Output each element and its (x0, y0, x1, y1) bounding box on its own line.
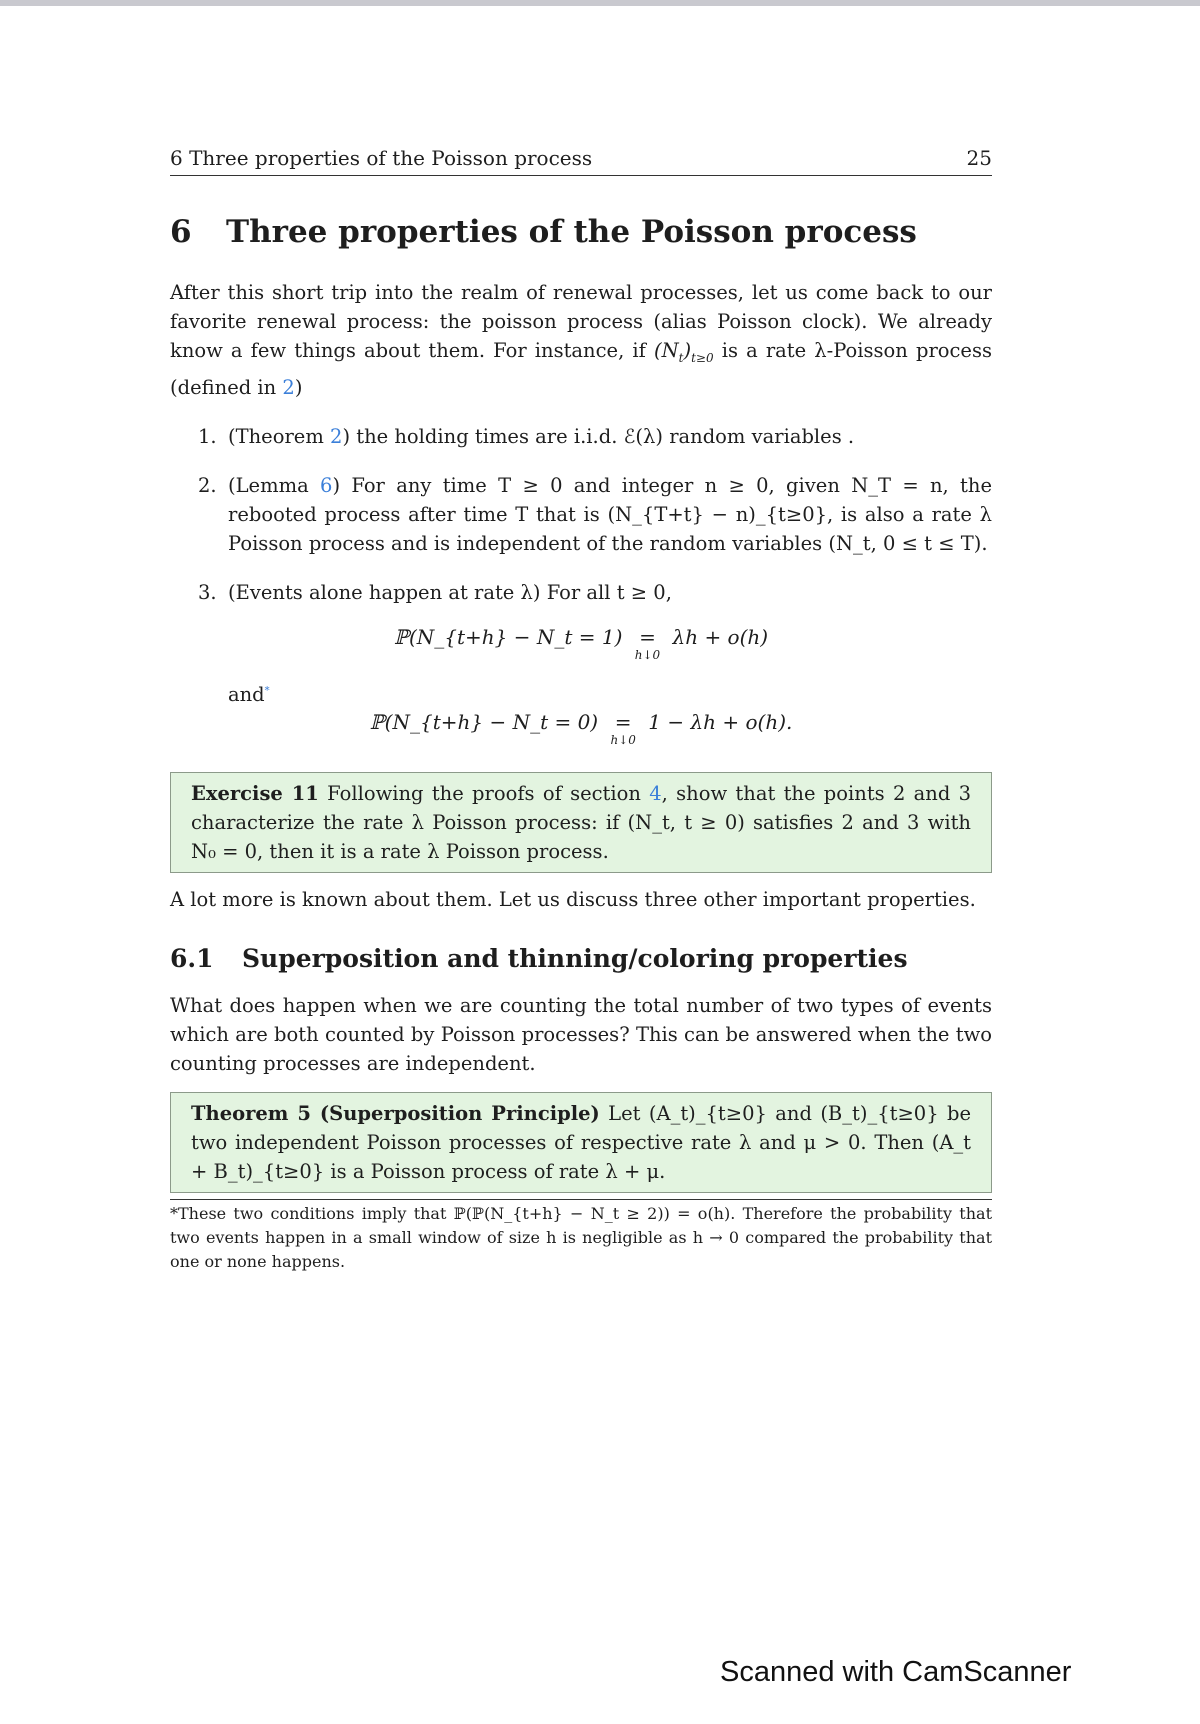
list-item-number: 3. (198, 580, 217, 604)
ref-link-section[interactable]: 4 (649, 781, 662, 805)
running-header (170, 146, 992, 176)
theorem-text: Let (A_t)_{t≥0} and (B_t)_{t≥0} be two independent Poisson processes of respective rate λ and μ > 0. Then (A_t + B_t)_{t≥0} is a Poisson process of rate λ + μ. (191, 1101, 971, 1183)
list-item (170, 422, 992, 451)
exercise-box (170, 772, 992, 873)
and-connector: and* (228, 682, 270, 706)
properties-list (170, 422, 992, 607)
intro-text-1: After this short trip into the realm of renewal processes, let us come back to our favorite renewal process: the poisson process (alias Poisson clock). We already know a few things about them. For instance, if (170, 281, 992, 362)
equation-2-left: ℙ(N_{t+h} − N_t = 0) (369, 709, 599, 734)
list-item-text: (Theorem (228, 424, 331, 448)
subsection-title: Superposition and thinning/coloring properties (242, 943, 908, 973)
equation-1-right: λh + o(h) (672, 624, 769, 649)
intro-math: $(N_t)_{t\ge 0}$ (653, 339, 714, 365)
equation-2 (170, 710, 992, 746)
ref-link-theorem[interactable]: 2 (330, 424, 343, 448)
exercise-text: Following the proofs of section (318, 781, 650, 805)
watermark-text: Scanned with CamScanner (720, 1656, 1072, 1688)
top-border (0, 0, 1200, 6)
page-number: 25 (966, 146, 992, 170)
ref-link-definition[interactable]: 2 (282, 375, 295, 399)
equation-2-right: 1 − λh + o(h). (648, 709, 793, 734)
intro-paragraph (170, 278, 992, 402)
equation-1-left: ℙ(N_{t+h} − N_t = 1) (393, 624, 623, 649)
list-item-text: ) For any time T ≥ 0 and integer n ≥ 0, given N_T = n, the rebooted process after time T that is (N_{T+t} − n)_{t≥0}, is also a rate λ Poisson process and is independent of the random variables (N_t, 0 ≤ t ≤ T). (228, 473, 992, 555)
exercise-text: , show that the points 2 and 3 characterize the rate λ Poisson process: if (N_t, t ≥ 0) satisfies 2 and 3 with N₀ = 0, then it is a rate λ Poisson process. (191, 781, 972, 863)
limit-subscript: h↓0 (634, 647, 661, 662)
list-item-number: 1. (198, 424, 217, 448)
list-item-text: (Events alone happen at rate λ) For all t ≥ 0, (228, 580, 672, 604)
equals-sign: = (614, 709, 632, 734)
list-item (170, 471, 992, 558)
list-item-text: (Lemma (228, 473, 321, 497)
subsection-heading (170, 944, 992, 973)
equals-sign: = (639, 624, 656, 649)
subsection-number: 6.1 (170, 943, 214, 973)
running-header-title: 6 Three properties of the Poisson process (170, 146, 593, 170)
list-item (170, 578, 992, 607)
section-heading (170, 214, 992, 250)
ref-link-lemma[interactable]: 6 (320, 473, 333, 497)
theorem-box (170, 1092, 992, 1193)
limit-subscript: h↓0 (610, 732, 636, 747)
list-item-text: ) the holding times are i.i.d. ℰ(λ) random variables . (342, 424, 855, 448)
document-page (170, 146, 992, 1274)
intro-text-2: is a rate λ-Poisson process (defined in (170, 339, 992, 399)
footnote-divider (170, 1199, 992, 1200)
intro-text-3: ) (294, 375, 303, 399)
body-paragraph: What does happen when we are counting the total number of two types of events which are both counted by Poisson processes? This can be answered when the two counting processes are independent. (170, 993, 992, 1075)
footnote-marker[interactable]: * (264, 685, 270, 697)
body-paragraph: A lot more is known about them. Let us discuss three other important properties. (170, 887, 976, 911)
theorem-label: Theorem 5 (Superposition Principle) (191, 1101, 600, 1125)
section-number: 6 (170, 214, 192, 250)
equation-1 (170, 625, 992, 661)
footnote: *These two conditions imply that ℙ(ℙ(N_{t+h} − N_t ≥ 2)) = o(h). Therefore the probability that two events happen in a small window of size h is negligible as h → 0 compared the probability that one or none happens. (170, 1203, 992, 1271)
exercise-label: Exercise 11 (191, 781, 319, 805)
list-item-number: 2. (198, 473, 217, 497)
section-title: Three properties of the Poisson process (226, 214, 917, 250)
